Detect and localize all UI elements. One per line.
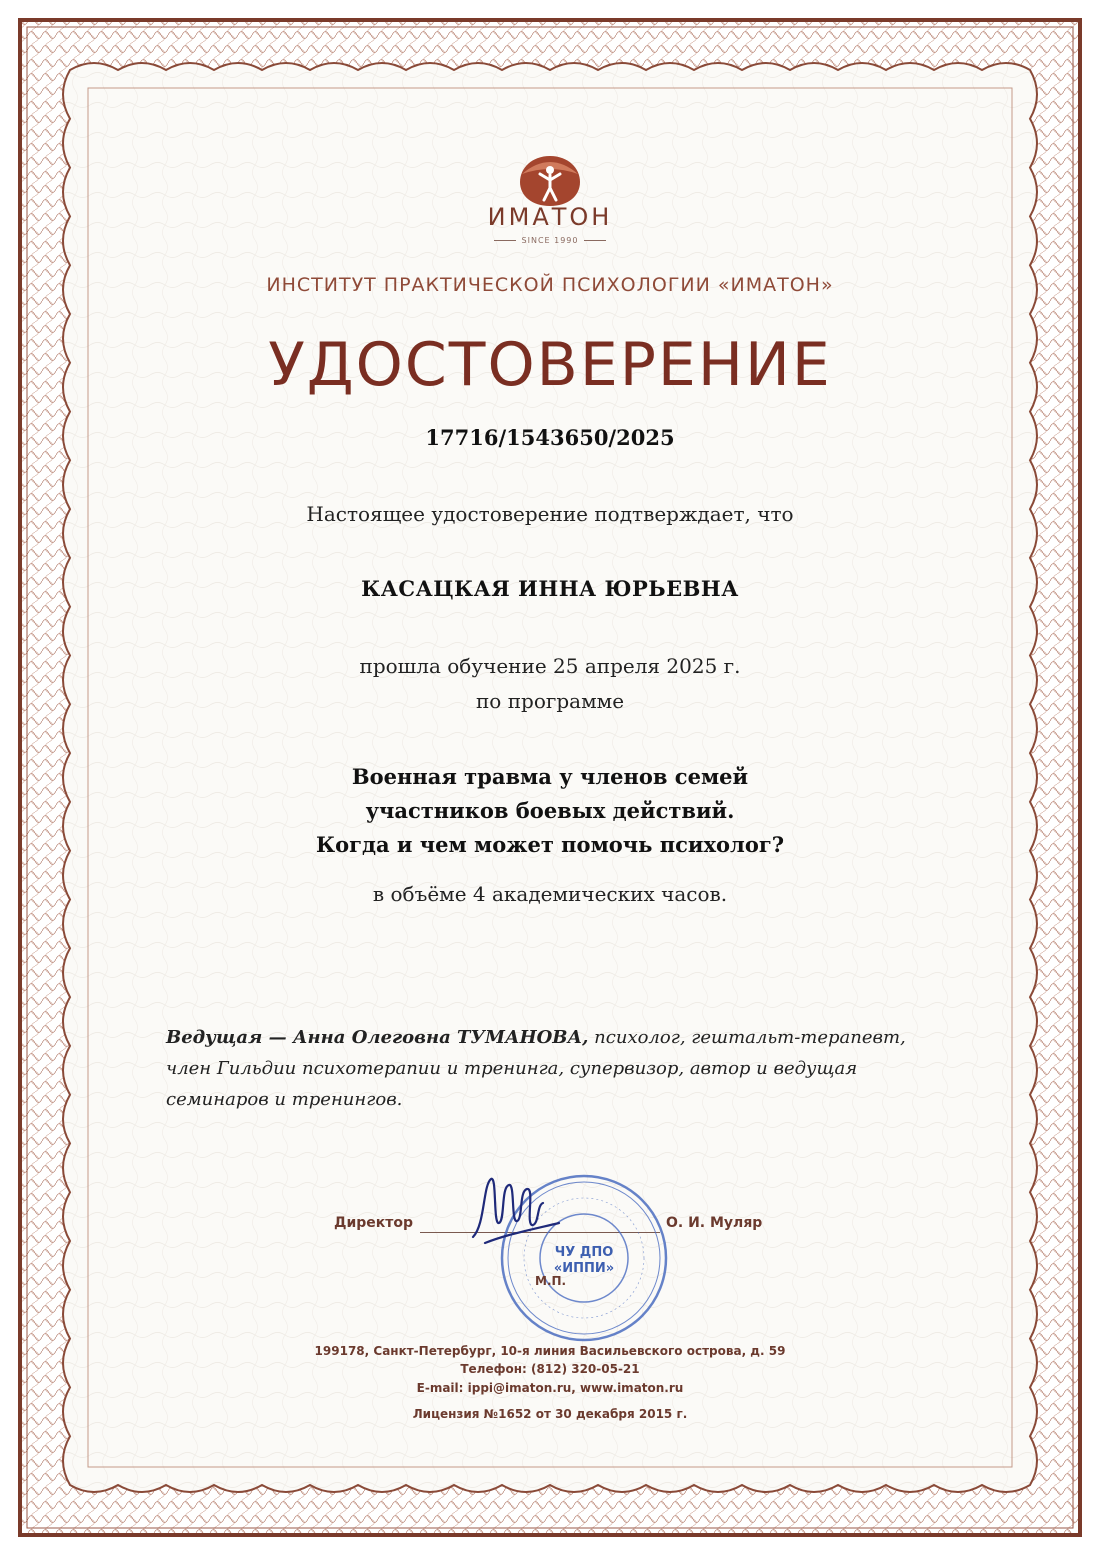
lecturer-name: Ведущая — Анна Олеговна ТУМАНОВА, — [166, 1027, 589, 1048]
stamp-text: ЧУ ДПО «ИППИ» — [553, 1245, 615, 1276]
program-line: Военная травма у членов семей — [351, 764, 749, 789]
director-label: Директор — [334, 1215, 414, 1231]
brand-since: SINCE 1990 — [0, 236, 1100, 245]
handwritten-signature-icon — [455, 1165, 565, 1255]
footer-email: E-mail: ippi@imaton.ru, www.imaton.ru — [416, 1381, 684, 1395]
program-line: участников боевых действий. — [365, 798, 735, 823]
lecturer-description: психолог, гештальт-терапевт, член Гильдии психотерапии и тренинга, супервизор, автор и ведущая семинаров и тренингов. — [166, 1027, 906, 1110]
program-line: Когда и чем может помочь психолог? — [315, 832, 784, 857]
institute-name: ИНСТИТУТ ПРАКТИЧЕСКОЙ ПСИХОЛОГИИ «ИМАТОН» — [266, 274, 834, 296]
lecturer-info — [166, 1022, 936, 1115]
footer-phone: Телефон: (812) 320-05-21 — [460, 1362, 640, 1376]
footer-address: 199178, Санкт-Петербург, 10-я линия Васильевского острова, д. 59 — [314, 1344, 786, 1358]
recipient-name: КАСАЦКАЯ ИННА ЮРЬЕВНА — [361, 576, 739, 601]
seal-mark: М.П. — [535, 1274, 567, 1288]
brand-name: ИМАТОН — [487, 203, 613, 231]
document-title: УДОСТОВЕРЕНИЕ — [268, 330, 832, 400]
program-intro: по программе — [475, 689, 625, 713]
volume-text: в объёме 4 академических часов. — [372, 882, 728, 906]
confirm-text: Настоящее удостоверение подтверждает, что — [306, 502, 794, 526]
completed-text: прошла обучение 25 апреля 2025 г. — [359, 654, 741, 678]
imaton-logo-icon — [500, 150, 600, 210]
certificate-number: 17716/1543650/2025 — [425, 425, 675, 450]
footer-license: Лицензия №1652 от 30 декабря 2015 г. — [412, 1407, 688, 1421]
program-title — [0, 760, 1100, 862]
director-name: О. И. Муляр — [666, 1215, 763, 1231]
